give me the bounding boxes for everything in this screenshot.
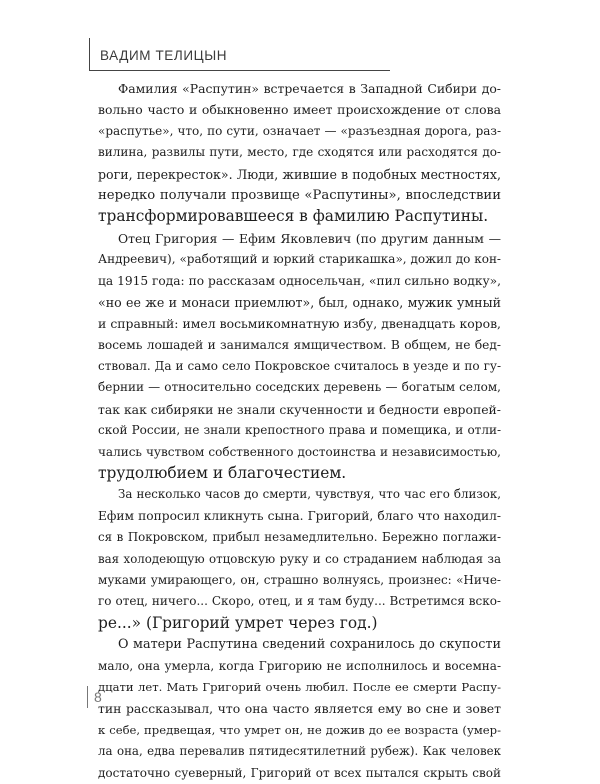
text-line: к себе, предвещая, что умрет он, не дожив до ее возраста (умер-	[98, 722, 501, 737]
text-line: ца 1915 года: по рассказам односельчан, «пил сильно водку»,	[98, 273, 501, 288]
text-line: тин рассказывал, что она часто является ему во сне и зовет	[98, 701, 501, 717]
text-line: вольно часто и обыкновенно имеет происхождение от слова	[98, 102, 501, 118]
text-line: бернии — относительно соседских деревень — богатым селом,	[98, 380, 501, 395]
text-line: вая холодеющую отцовскую руку и со страданием наблюдая за	[98, 551, 501, 566]
text-line: За несколько часов до смерти, чувствуя, что час его близок,	[118, 487, 501, 502]
text-line: Андреевич), «работящий и юркий старикашка», дожил до кон-	[98, 252, 501, 267]
text-line: и справный: имел восьмикомнатную избу, двенадцать коров,	[98, 316, 501, 332]
text-line: чались чувством собственного достоинства и независимостью,	[98, 444, 501, 459]
text-line: ла она, едва перевалив пятидесятилетний рубеж). Как человек	[98, 744, 501, 759]
text-line: роги, перекресток». Люди, жившие в подобных местностях,	[98, 166, 501, 182]
text-line: Фамилия «Распутин» встречается в Западной Сибири до-	[118, 81, 501, 96]
text-line: ской России, не знали крепостного права и помещика, и отли-	[98, 423, 501, 438]
body-text	[98, 78, 501, 784]
text-line: ся в Покровском, прибыл незамедлительно. Бережно поглажи-	[98, 530, 501, 545]
text-line: «распутье», что, по сути, означает — «разъездная дорога, раз-	[98, 123, 501, 138]
text-line: ствовал. Да и само село Покровское считалось в уезде и по гу-	[98, 359, 501, 374]
running-head-title: ВАДИМ ТЕЛИЦЫН	[100, 48, 228, 63]
text-line: мало, она умерла, когда Григорию не исполнилось и восемна-	[98, 658, 501, 673]
text-line: муками умирающего, он, страшно волнуясь, произнес: «Ниче-	[98, 572, 501, 587]
running-head	[89, 38, 390, 71]
text-line: дцати лет. Мать Григорий очень любил. После ее смерти Распу-	[98, 679, 501, 694]
text-line: «но ее же и монаси приемлют», был, однако, мужик умный	[98, 294, 501, 310]
text-line: Отец Григория — Ефим Яковлевич (по другим данным —	[118, 230, 501, 246]
text-line: ре...» (Григорий умрет через год.)	[98, 613, 378, 632]
text-line: трудолюбием и благочестием.	[98, 464, 347, 483]
text-line: нередко получали прозвище «Распутины», впоследствии	[98, 187, 501, 203]
text-line: Ефим попросил кликнуть сына. Григорий, благо что находил-	[98, 508, 501, 523]
text-line: достаточно суеверный, Григорий от всех пытался скрыть свой	[98, 765, 501, 780]
text-line: трансформировавшееся в фамилию Распутины.	[98, 207, 489, 226]
text-line: О матери Распутина сведений сохранилось до скупости	[118, 637, 501, 653]
page-number: 8	[87, 686, 102, 708]
text-line: вилина, развилы пути, место, где сходятся или расходятся до-	[98, 145, 501, 160]
text-line: так как сибиряки не знали скученности и бедности европей-	[98, 401, 501, 417]
text-line: восемь лошадей и занимался ямщичеством. В общем, не бед-	[98, 337, 501, 352]
text-line: го отец, ничего... Скоро, отец, и я там буду... Встретимся вско-	[98, 594, 501, 609]
